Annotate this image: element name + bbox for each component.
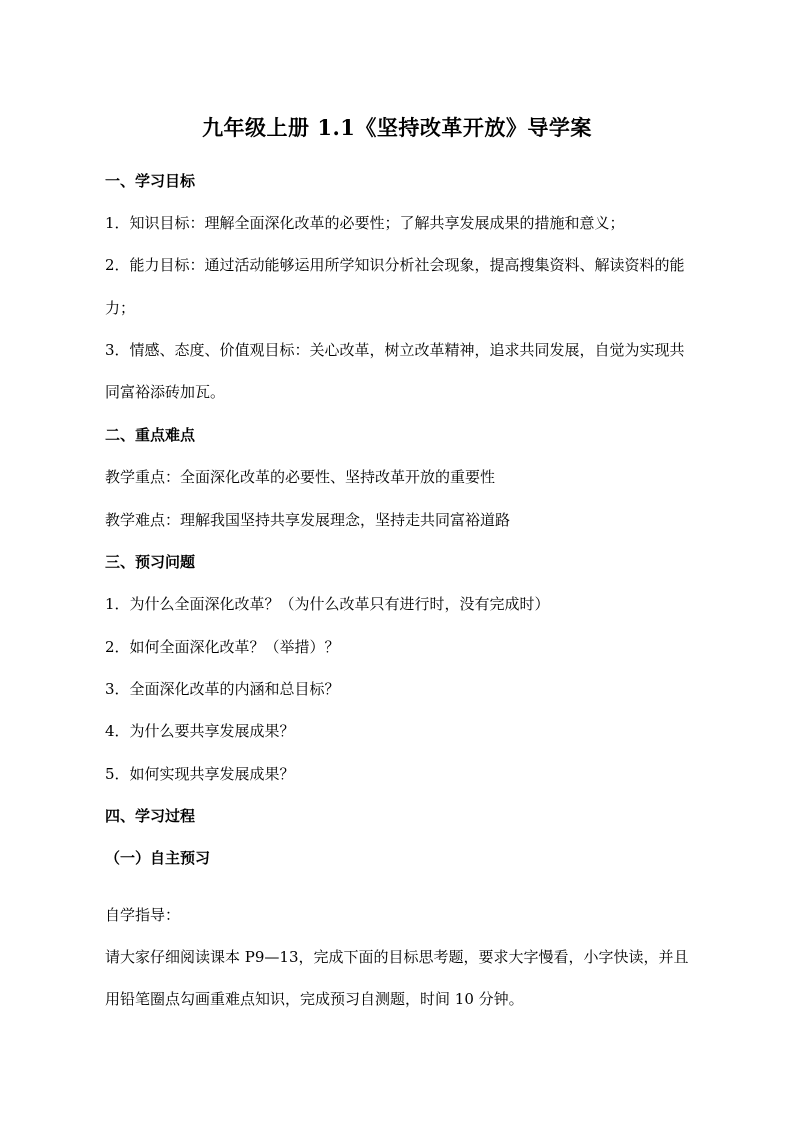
section-heading-key-points: 二、重点难点 bbox=[105, 426, 196, 444]
section-heading-preview-questions: 三、预习问题 bbox=[105, 553, 196, 571]
preview-question-3: 3．全面深化改革的内涵和总目标？ bbox=[105, 680, 340, 698]
self-study-instructions-line1: 请大家仔细阅读课本 P9—13，完成下面的目标思考题，要求大字慢看，小字快读，并且 bbox=[105, 948, 689, 966]
difficult-point-text: 教学难点：理解我国坚持共享发展理念，坚持走共同富裕道路 bbox=[105, 511, 511, 529]
objective-ability-line1: 2．能力目标：通过活动能够运用所学知识分析社会现象，提高搜集资料、解读资料的能 bbox=[105, 256, 685, 274]
subsection-heading-self-preview: （一）自主预习 bbox=[105, 849, 211, 867]
objective-values-line1: 3．情感、态度、价值观目标：关心改革，树立改革精神，追求共同发展，自觉为实现共 bbox=[105, 341, 685, 359]
preview-question-5: 5．如何实现共享发展成果？ bbox=[105, 765, 295, 783]
objective-ability-line2: 力； bbox=[105, 299, 136, 317]
document-title: 九年级上册 1.1《坚持改革开放》导学案 bbox=[202, 115, 592, 140]
section-heading-learning-process: 四、学习过程 bbox=[105, 807, 196, 825]
objective-values-line2: 同富裕添砖加瓦。 bbox=[105, 383, 226, 401]
preview-question-4: 4．为什么要共享发展成果？ bbox=[105, 722, 295, 740]
objective-knowledge: 1．知识目标：理解全面深化改革的必要性；了解共享发展成果的措施和意义； bbox=[105, 214, 625, 232]
preview-question-2: 2．如何全面深化改革？（举措）？ bbox=[105, 638, 340, 656]
key-point-text: 教学重点：全面深化改革的必要性、坚持改革开放的重要性 bbox=[105, 468, 496, 486]
self-study-instructions-line2: 用铅笔圈点勾画重难点知识，完成预习自测题，时间 10 分钟。 bbox=[105, 990, 524, 1008]
preview-question-1: 1．为什么全面深化改革？（为什么改革只有进行时，没有完成时） bbox=[105, 595, 550, 613]
section-heading-objectives: 一、学习目标 bbox=[105, 172, 196, 190]
self-study-guide-label: 自学指导： bbox=[105, 906, 181, 924]
